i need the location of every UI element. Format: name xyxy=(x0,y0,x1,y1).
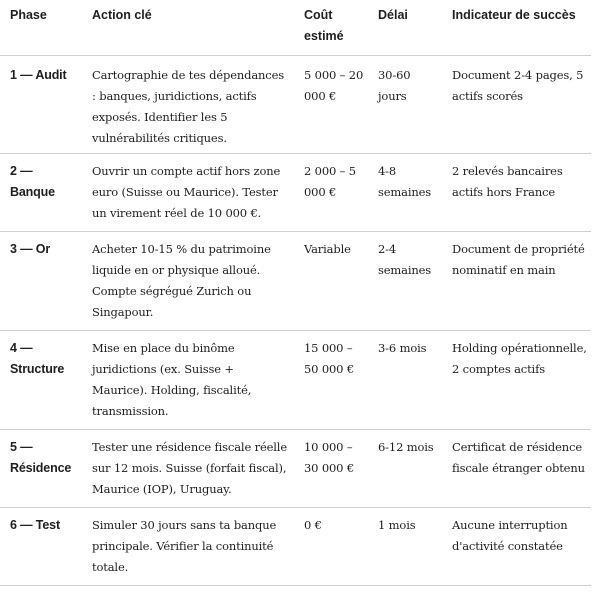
cell-delay: 1 mois xyxy=(368,508,442,586)
cell-indicator: Certificat de résidence fiscale étranger obtenu xyxy=(442,430,591,508)
table-body xyxy=(0,56,591,586)
header-phase: Phase xyxy=(0,0,82,56)
cell-phase: 4 — Structure xyxy=(0,331,82,430)
cell-action: Acheter 10-15 % du patrimoine liquide en or physique alloué. Compte ségrégué Zurich ou Singapour. xyxy=(82,232,294,331)
cell-action: Cartographie de tes dépendances : banques, juridictions, actifs exposés. Identifier les 5 vulnérabilités critiques. xyxy=(82,56,294,154)
table-row xyxy=(0,232,591,331)
table-row xyxy=(0,430,591,508)
cell-indicator: Document de propriété nominatif en main xyxy=(442,232,591,331)
table-row xyxy=(0,56,591,154)
cell-action: Ouvrir un compte actif hors zone euro (Suisse ou Maurice). Tester un virement réel de 10 000 €. xyxy=(82,154,294,232)
cell-action: Tester une résidence fiscale réelle sur 12 mois. Suisse (forfait fiscal), Maurice (IOP), Uruguay. xyxy=(82,430,294,508)
cell-delay: 4-8 semaines xyxy=(368,154,442,232)
cell-phase: 2 — Banque xyxy=(0,154,82,232)
table-row xyxy=(0,154,591,232)
cell-cost: 15 000 – 50 000 € xyxy=(294,331,368,430)
cell-cost: 2 000 – 5 000 € xyxy=(294,154,368,232)
table-row xyxy=(0,508,591,586)
cell-phase: 1 — Audit xyxy=(0,56,82,154)
cell-indicator: Aucune interruption d'activité constatée xyxy=(442,508,591,586)
cell-phase: 5 — Résidence xyxy=(0,430,82,508)
cell-phase: 6 — Test xyxy=(0,508,82,586)
cell-phase: 3 — Or xyxy=(0,232,82,331)
cell-cost: 10 000 – 30 000 € xyxy=(294,430,368,508)
header-indicator: Indicateur de succès xyxy=(442,0,591,56)
cell-cost: 5 000 – 20 000 € xyxy=(294,56,368,154)
cell-indicator: Holding opérationnelle, 2 comptes actifs xyxy=(442,331,591,430)
header-action: Action clé xyxy=(82,0,294,56)
cell-indicator: Document 2-4 pages, 5 actifs scorés xyxy=(442,56,591,154)
cell-delay: 30-60 jours xyxy=(368,56,442,154)
table-row xyxy=(0,331,591,430)
header-row xyxy=(0,0,591,56)
header-delay: Délai xyxy=(368,0,442,56)
cell-delay: 6-12 mois xyxy=(368,430,442,508)
cell-delay: 3-6 mois xyxy=(368,331,442,430)
cell-delay: 2-4 semaines xyxy=(368,232,442,331)
table-header xyxy=(0,0,591,56)
cell-action: Mise en place du binôme juridictions (ex. Suisse + Maurice). Holding, fiscalité, transmission. xyxy=(82,331,294,430)
cell-action: Simuler 30 jours sans ta banque principale. Vérifier la continuité totale. xyxy=(82,508,294,586)
header-cost: Coût estimé xyxy=(294,0,368,56)
cell-cost: 0 € xyxy=(294,508,368,586)
cell-cost: Variable xyxy=(294,232,368,331)
cell-indicator: 2 relevés bancaires actifs hors France xyxy=(442,154,591,232)
